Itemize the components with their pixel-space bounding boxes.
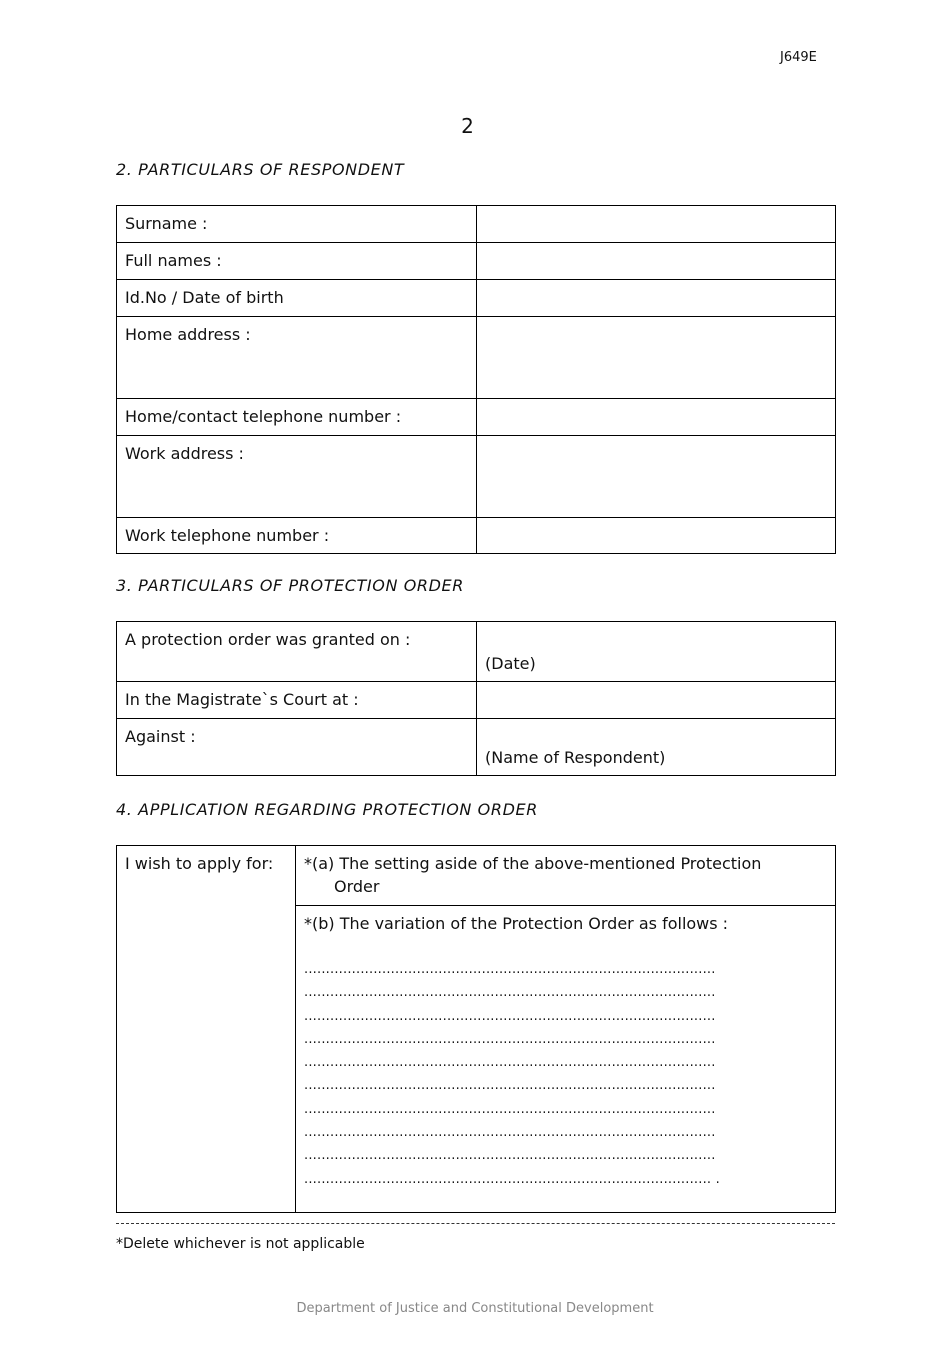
home-phone-label: Home/contact telephone number : [117,399,477,436]
page-footer: Department of Justice and Constitutional Development [296,1301,654,1316]
home-address-label: Home address : [117,317,477,399]
section-3-title: 3. PARTICULARS OF PROTECTION ORDER [116,576,464,595]
protection-order-table [116,621,836,776]
dotted-line[interactable]: ............................................................................................... [304,1078,716,1094]
court-field[interactable] [477,682,836,719]
against-field[interactable] [477,719,836,776]
granted-on-label: A protection order was granted on : [117,622,477,682]
dotted-line-last[interactable]: .............................................................................................. . [304,1171,720,1187]
court-label: In the Magistrate`s Court at : [117,682,477,719]
option-a[interactable] [296,846,836,906]
work-phone-field[interactable] [477,518,836,554]
surname-label: Surname : [117,206,477,243]
home-phone-field[interactable] [477,399,836,436]
section-4-title: 4. APPLICATION REGARDING PROTECTION ORDER [116,800,538,819]
section-2-title: 2. PARTICULARS OF RESPONDENT [116,160,405,179]
work-phone-label: Work telephone number : [117,518,477,554]
full-names-field[interactable] [477,243,836,280]
id-dob-field[interactable] [477,280,836,317]
respondent-table [116,205,836,554]
dotted-line[interactable]: ............................................................................................... [304,1008,716,1024]
date-hint: (Date) [485,654,536,673]
against-label: Against : [117,719,477,776]
surname-field[interactable] [477,206,836,243]
footnote: *Delete whichever is not applicable [116,1236,365,1252]
dotted-line[interactable]: ............................................................................................... [304,985,716,1001]
apply-for-label: I wish to apply for: [117,846,296,1213]
dotted-line[interactable]: ............................................................................................... [304,1125,716,1141]
id-dob-label: Id.No / Date of birth [117,280,477,317]
dotted-line[interactable]: ............................................................................................... [304,962,716,977]
application-table [116,845,836,1213]
form-code: J649E [780,50,817,65]
respondent-name-hint: (Name of Respondent) [485,748,666,767]
option-a-line2: Order [334,877,380,896]
option-b[interactable] [296,906,836,1213]
option-a-line1: *(a) The setting aside of the above-mentioned Protection [304,854,762,873]
work-address-field[interactable] [477,436,836,518]
granted-on-field[interactable] [477,622,836,682]
work-address-label: Work address : [117,436,477,518]
dotted-line[interactable]: ............................................................................................... [304,1055,716,1071]
dotted-line[interactable]: ............................................................................................... [304,1148,716,1164]
footnote-divider [116,1223,835,1224]
home-address-field[interactable] [477,317,836,399]
page-number: 2 [461,114,474,138]
dotted-line[interactable]: ............................................................................................... [304,1031,716,1047]
option-b-label: *(b) The variation of the Protection Order as follows : [304,914,729,933]
dotted-line[interactable]: ............................................................................................... [304,1101,716,1117]
full-names-label: Full names : [117,243,477,280]
